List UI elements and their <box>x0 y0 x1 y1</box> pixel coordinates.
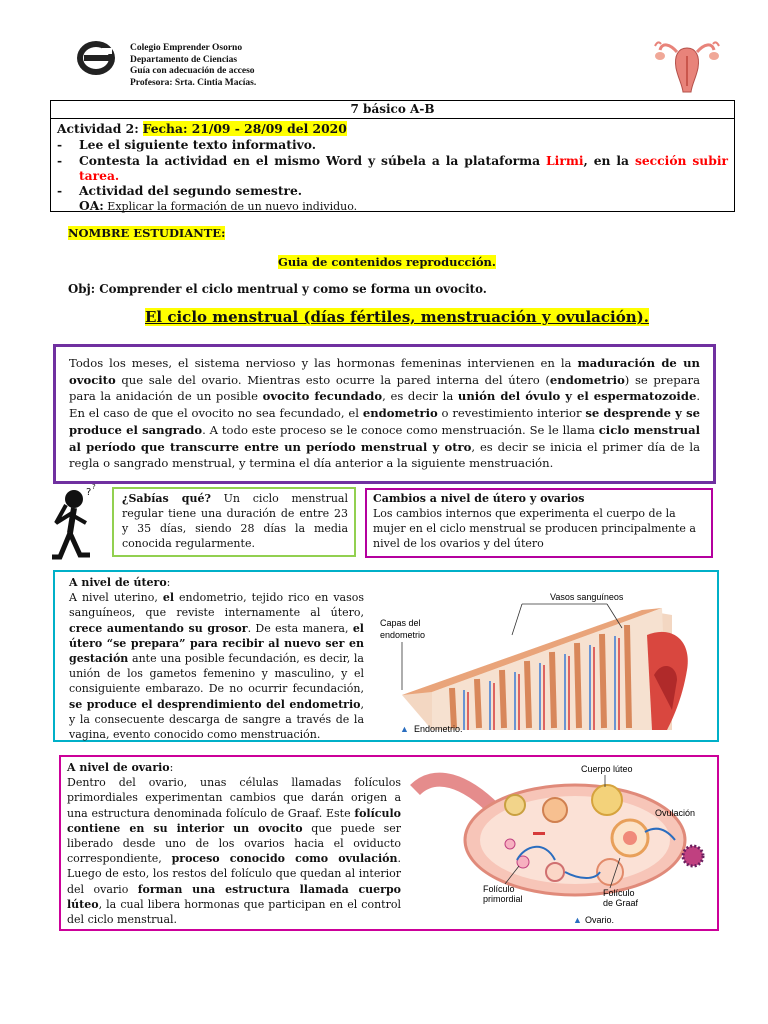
label-graaf-1: Folículo <box>603 888 635 898</box>
endometrium-illustration <box>372 580 702 735</box>
school-name: Colegio Emprender Osorno <box>130 43 243 53</box>
label-primordial-1: Folículo <box>483 884 515 894</box>
instruction-3: - Actividad del segundo semestre. <box>57 183 303 199</box>
svg-text:?: ? <box>92 483 96 491</box>
svg-text:?: ? <box>86 487 92 498</box>
label-graaf-2: de Graaf <box>603 898 639 908</box>
course-title: 7 básico A-B <box>51 101 734 119</box>
lirmi-link: Lirmi <box>546 152 584 168</box>
instruction-2: - Contesta la actividad en el mismo Word y súbela a la plataforma Lirmi, en la sección subir tarea. <box>57 152 728 183</box>
uterus-icon <box>652 26 722 96</box>
ovary-caption: Ovario. <box>585 915 615 925</box>
label-blood-vessels: Vasos sanguíneos <box>550 592 624 602</box>
student-name-label: NOMBRE ESTUDIANTE: <box>68 226 226 240</box>
uterus-text: A nivel de útero: A nivel uterino, el endometrio, tejido rico en vasos sanguíneos, que reviste internamente al útero, crece aumentando su grosor. De esta manera, el útero “se prepara” para recibir al nuevo ser en gestación ante una posible fecundación, es decir, la unión de los gametos femenino y masculino, y el consiguiente embarazo. De no ocurrir fecundación, se produce el desprendimiento del endometrio, y la consecuente descarga de sangre a través de la vagina, evento conocido como menstruación. <box>69 576 364 742</box>
objective: Obj: Comprender el ciclo mentrual y como se forma un ovocito. <box>68 282 487 296</box>
school-header <box>130 43 256 89</box>
teacher: Profesora: Srta. Cintia Macías. <box>130 77 257 88</box>
ovary-illustration <box>405 760 710 928</box>
did-you-know-box: ¿Sabías qué? Un ciclo menstrual regular tiene una duración de entre 23 y 35 días, siendo 28 días la media conocida regularmente. <box>112 487 356 557</box>
intro-text: Todos los meses, el sistema nervioso y las hormonas femeninas intervienen en la maduración de un ovocito que sale del ovario. Mientras esto ocurre la pared interna del útero (endometrio) se prepara para la anidación de un posible ovocito fecundado, es decir la unión del óvulo y el espermatozoide. En el caso de que el ovocito no sea fecundado, el endometrio o revestimiento interior se desprende y se produce el sangrado. A todo este proceso se le conoce como menstruación. Se le llama ciclo menstrual al período que transcurre entre un período menstrual y otro, es decir se inicia el primer día de la regla o sangrado menstrual, y termina el día anterior a la siguiente menstruación. <box>69 356 701 471</box>
svg-text:▲: ▲ <box>573 915 582 925</box>
intro-box <box>53 344 716 484</box>
label-layers-2: endometrio <box>380 630 426 640</box>
changes-title: Cambios a nivel de útero y ovarios <box>373 492 585 505</box>
label-layers-1: Capas del <box>380 618 421 628</box>
activity-box <box>50 100 735 212</box>
activity-label: Actividad 2: <box>57 121 139 136</box>
thinking-person-icon <box>46 483 120 563</box>
instruction-1: - Lee el siguiente texto informativo. <box>57 137 317 153</box>
main-title: El ciclo menstrual (días fértiles, menstruación y ovulación). <box>145 308 649 326</box>
department: Departamento de Ciencias <box>130 54 238 65</box>
svg-text:▲: ▲ <box>400 724 409 734</box>
guide-type: Guía con adecuación de acceso <box>130 66 255 76</box>
activity-date: Fecha: 21/09 - 28/09 del 2020 <box>142 121 347 136</box>
changes-box <box>365 488 713 558</box>
changes-text: Los cambios internos que experimenta el cuerpo de la mujer en el ciclo menstrual se producen principalmente a nivel de los ovarios y del útero <box>373 507 696 550</box>
guide-title: Guia de contenidos reproducción. <box>278 255 496 269</box>
endometrium-caption: Endometrio. <box>414 724 463 734</box>
ovary-text: A nivel de ovario: Dentro del ovario, unas células llamadas folículos primordiales experimentan cambios que darán origen a una estructura denominada folículo de Graaf. Este folículo contiene en su interior un ovocito que puede ser liberado desde uno de los ovarios hacia el oviducto correspondiente, proceso conocido como ovulación. Luego de esto, los restos del folículo que quedan al interior del ovario forman una estructura llamada cuerpo lúteo, la cual libera hormonas que participan en el control del ciclo menstrual. <box>67 761 401 927</box>
label-ovulation: Ovulación <box>655 808 696 818</box>
label-primordial-2: primordial <box>483 894 523 904</box>
label-corpus-luteum: Cuerpo lúteo <box>581 764 633 774</box>
oa-line: OA: Explicar la formación de un nuevo individuo. <box>79 198 358 214</box>
school-logo <box>76 40 116 76</box>
